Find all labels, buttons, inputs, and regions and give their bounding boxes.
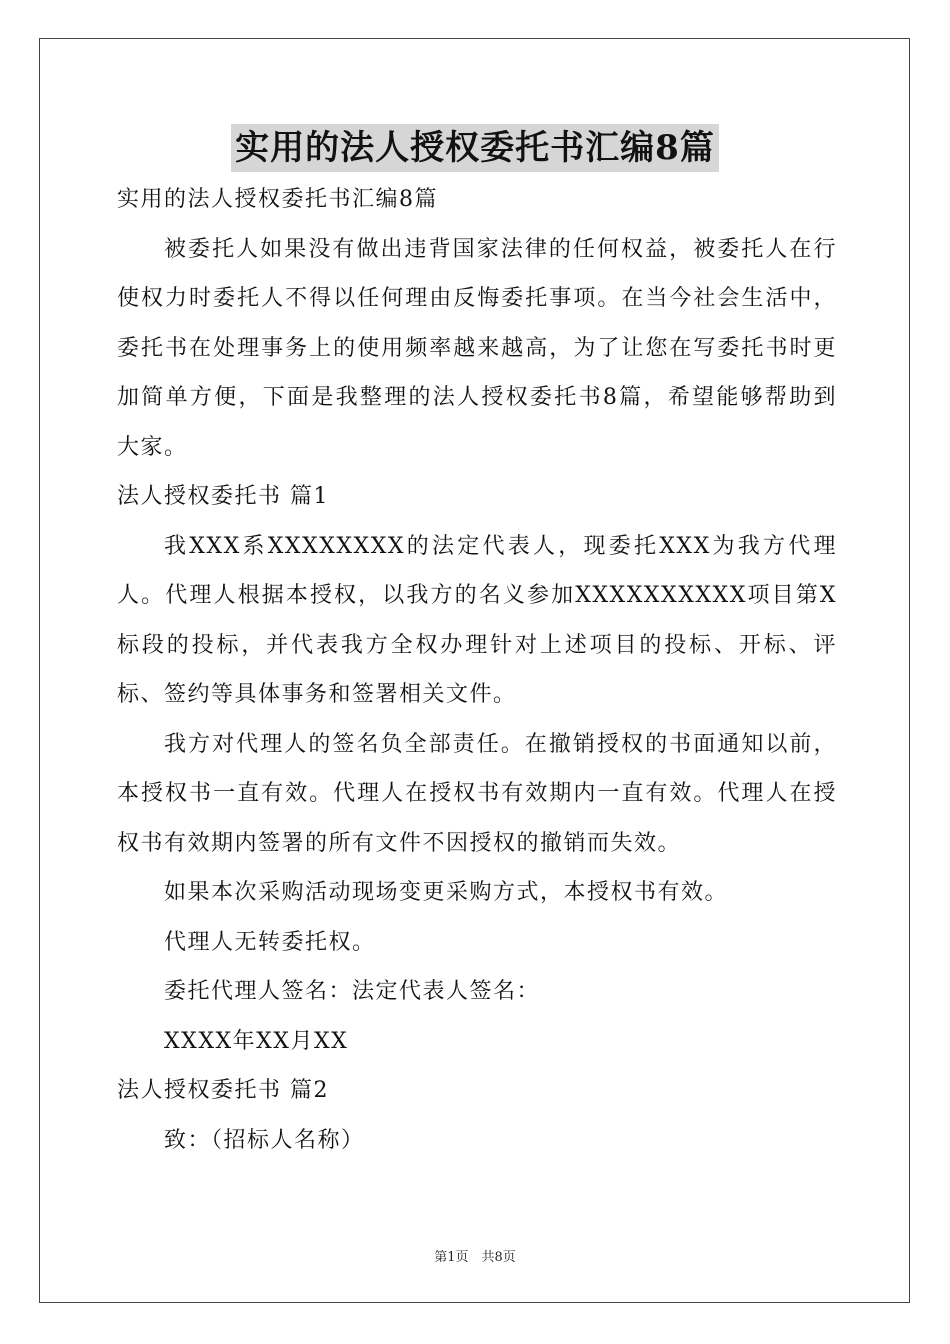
paragraph-authorization: 我XXX系XXXXXXXX的法定代表人，现委托XXX为我方代理人。代理人根据本授权，以我方的名义参加XXXXXXXXXX项目第X标段的投标，并代表我方全权办理针对上述项目的投标、开标、评标、签约等具体事务和签署相关文件。 xyxy=(117,533,837,707)
title-container xyxy=(0,124,950,172)
page-footer: 第1页 共8页 xyxy=(434,1250,516,1265)
document-body xyxy=(117,175,837,1165)
paragraph-responsibility: 我方对代理人的签名负全部责任。在撤销授权的书面通知以前，本授权书一直有效。代理人在授权书有效期内一直有效。代理人在授权书有效期内签署的所有文件不因授权的撤销而失效。 xyxy=(117,731,837,856)
addressee-line: 致：（招标人名称） xyxy=(164,1127,365,1153)
document-title: 实用的法人授权委托书汇编8篇 xyxy=(231,124,719,172)
section-heading-1: 法人授权委托书 篇1 xyxy=(117,484,329,509)
paragraph-procurement: 如果本次采购活动现场变更采购方式，本授权书有效。 xyxy=(164,880,729,905)
paragraph-no-subdelegation: 代理人无转委托权。 xyxy=(164,929,376,955)
subtitle-line: 实用的法人授权委托书汇编8篇 xyxy=(117,187,438,212)
intro-paragraph: 被委托人如果没有做出违背国家法律的任何权益，被委托人在行使权力时委托人不得以任何理由反悔委托事项。在当今社会生活中，委托书在处理事务上的使用频率越来越高，为了让您在写委托书时更加简单方便，下面是我整理的法人授权委托书8篇，希望能够帮助到大家。 xyxy=(117,236,837,460)
section-heading-2: 法人授权委托书 篇2 xyxy=(117,1078,329,1103)
signature-line: 委托代理人签名：法定代表人签名： xyxy=(164,979,541,1004)
date-line: XXXX年XX月XX xyxy=(164,1028,349,1054)
